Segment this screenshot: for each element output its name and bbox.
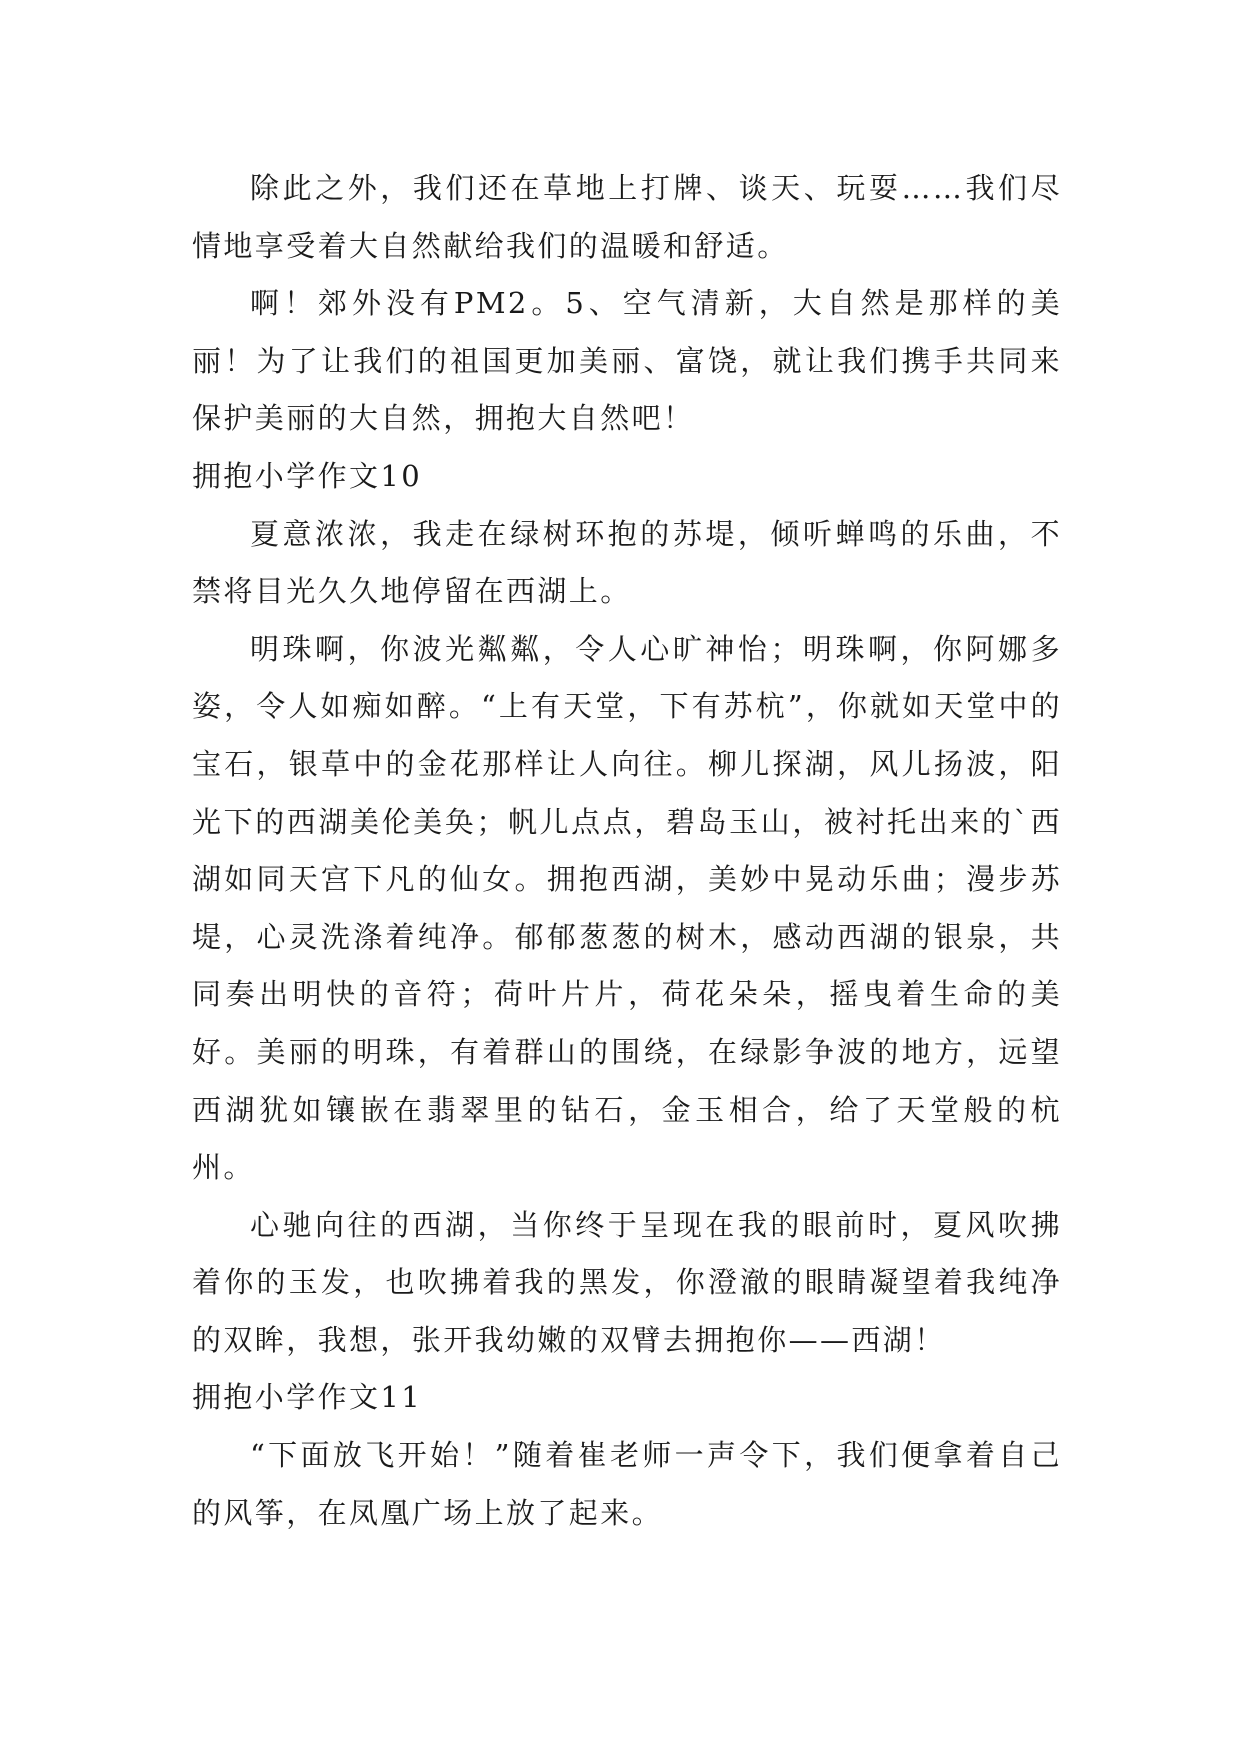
document-body [192, 160, 1062, 1542]
paragraph-embrace-west-lake: 心驰向往的西湖，当你终于呈现在我的眼前时，夏风吹拂着你的玉发，也吹拂着我的黑发，你澄澈的眼睛凝望着我纯净的双眸，我想，张开我幼嫩的双臂去拥抱你——西湖！ [192, 1207, 1062, 1357]
essay-heading-11: 拥抱小学作文11 [192, 1380, 423, 1415]
paragraph-west-lake-pearl: 明珠啊，你波光粼粼，令人心旷神怡；明珠啊，你阿娜多姿，令人如痴如醉。“上有天堂，下有苏杭”，你就如天堂中的宝石，银草中的金花那样让人向往。柳儿探湖，风儿扬波，阳光下的西湖美伦美奂；帆儿点点，碧岛玉山，被衬托出来的`西湖如同天宫下凡的仙女。拥抱西湖，美妙中晃动乐曲；漫步苏堤，心灵洗涤着纯净。郁郁葱葱的树木，感动西湖的银泉，共同奏出明快的音符；荷叶片片，荷花朵朵，摇曳着生命的美好。美丽的明珠，有着群山的围绕，在绿影争波的地方，远望西湖犹如镶嵌在翡翠里的钻石，金玉相合，给了天堂般的杭州。 [192, 631, 1062, 1185]
paragraph-picnic-activities: 除此之外，我们还在草地上打牌、谈天、玩耍……我们尽情地享受着大自然献给我们的温暖和舒适。 [192, 171, 1062, 263]
paragraph-summer-su-causeway: 夏意浓浓，我走在绿树环抱的苏堤，倾听蝉鸣的乐曲，不禁将目光久久地停留在西湖上。 [192, 516, 1062, 609]
paragraph-kite-flying: “下面放飞开始！”随着崔老师一声令下，我们便拿着自己的风筝，在凤凰广场上放了起来。 [192, 1438, 1062, 1530]
essay-heading-10: 拥抱小学作文10 [192, 458, 423, 493]
paragraph-protect-nature: 啊！郊外没有PM2。5、空气清新，大自然是那样的美丽！为了让我们的祖国更加美丽、富饶，就让我们携手共同来保护美丽的大自然，拥抱大自然吧！ [192, 286, 1062, 436]
